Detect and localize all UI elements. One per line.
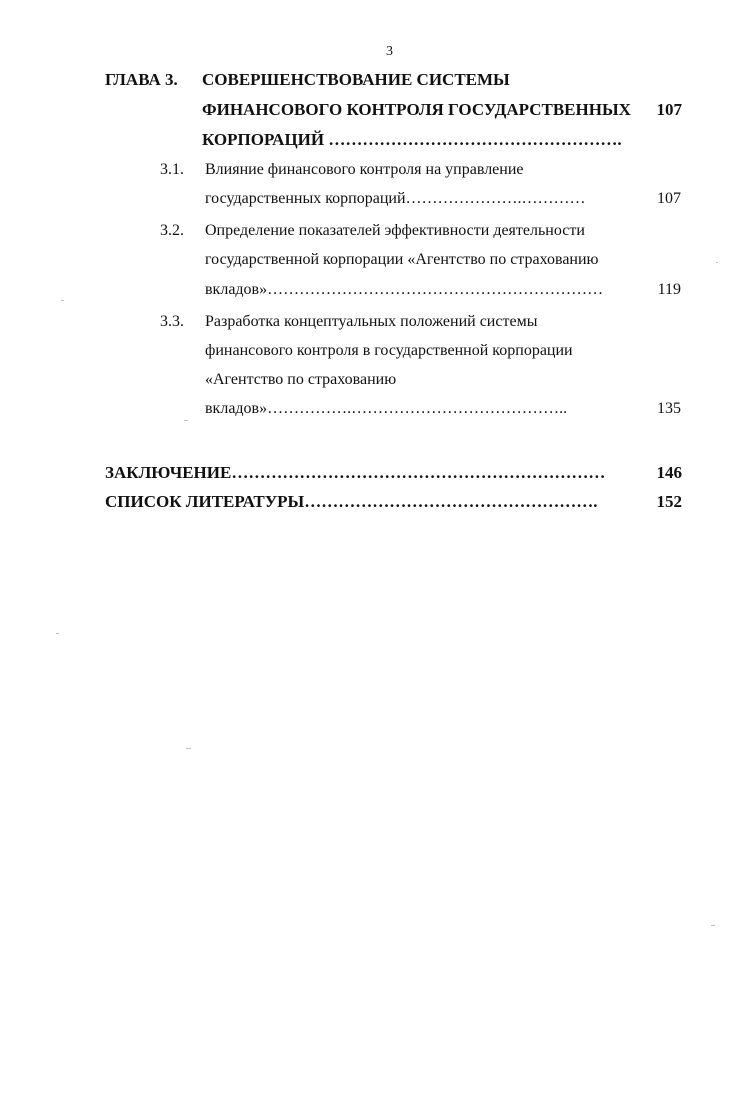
section-3-3-number: 3.3. xyxy=(160,313,184,330)
chapter-3-title-line-1: СОВЕРШЕНСТВОВАНИЕ СИСТЕМЫ xyxy=(202,70,510,89)
scan-speck xyxy=(711,925,715,926)
section-3-3-page: 135 xyxy=(657,400,681,417)
scan-speck xyxy=(184,420,188,421)
conclusion-title: ЗАКЛЮЧЕНИЕ………………………………………………………… xyxy=(105,463,606,482)
section-3-2-line-3: вкладов»……………………………………………………… xyxy=(205,281,604,298)
section-3-1-line-1: Влияние финансового контроля на управление xyxy=(205,161,524,178)
section-3-3-line-3: «Агентство по страхованию xyxy=(205,371,397,388)
references-page: 152 xyxy=(656,492,682,511)
section-3-2-page: 119 xyxy=(657,281,681,298)
section-3-3-line-1: Разработка концептуальных положений системы xyxy=(205,313,538,330)
scan-speck xyxy=(61,300,64,301)
chapter-3-page: 107 xyxy=(656,100,682,119)
references-title: СПИСОК ЛИТЕРАТУРЫ……………………………………………. xyxy=(105,492,598,511)
chapter-3-title-line-2: ФИНАНСОВОГО КОНТРОЛЯ ГОСУДАРСТВЕННЫХ xyxy=(202,100,631,119)
section-3-3-line-4: вкладов»…………….………………………………….. xyxy=(205,400,568,417)
section-3-1-line-2: государственных корпораций………………….………… xyxy=(205,190,586,207)
scan-speck xyxy=(716,262,718,263)
section-3-1-number: 3.1. xyxy=(160,161,184,178)
section-3-3-line-2: финансового контроля в государственной корпорации xyxy=(205,342,573,359)
section-3-2-line-2: государственной корпорации «Агентство по страхованию xyxy=(205,251,599,268)
section-3-2-line-1: Определение показателей эффективности деятельности xyxy=(205,222,585,239)
scan-speck xyxy=(56,633,59,634)
section-3-2-number: 3.2. xyxy=(160,222,184,239)
conclusion-page: 146 xyxy=(656,463,682,482)
scan-speck xyxy=(186,748,191,749)
chapter-3-label: ГЛАВА 3. xyxy=(105,70,178,89)
section-3-1-page: 107 xyxy=(657,190,681,207)
page-number: 3 xyxy=(386,44,393,59)
chapter-3-title-line-3: КОРПОРАЦИЙ ……………………………………………. xyxy=(202,130,622,149)
